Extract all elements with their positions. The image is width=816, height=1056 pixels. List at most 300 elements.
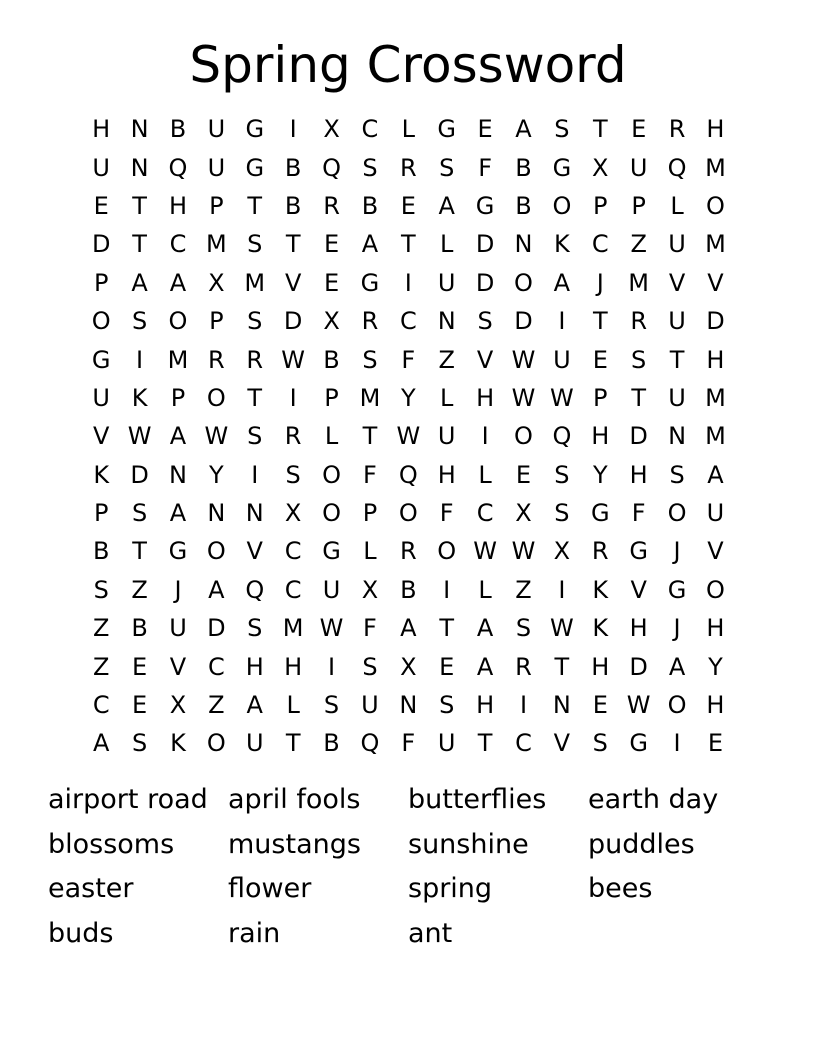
- grid-cell: H: [284, 652, 303, 681]
- letter-grid: [82, 110, 735, 763]
- grid-cell: R: [399, 537, 417, 566]
- grid-cell: S: [323, 691, 340, 720]
- grid-cell: T: [285, 230, 301, 259]
- grid-cell: M: [705, 383, 726, 412]
- grid-cell: Z: [208, 691, 225, 720]
- grid-cell: W: [626, 691, 651, 720]
- grid-cell: X: [284, 499, 302, 528]
- grid-cell: V: [284, 268, 302, 297]
- grid-cell: S: [247, 422, 263, 451]
- page-title: Spring Crossword: [189, 36, 627, 94]
- grid-cell: A: [476, 614, 494, 643]
- grid-cell: D: [207, 614, 226, 643]
- word-list: [48, 778, 768, 956]
- grid-cell: T: [362, 422, 378, 451]
- grid-cell: H: [706, 115, 725, 144]
- grid-cell: E: [707, 729, 724, 758]
- word-list-item: bees: [588, 873, 653, 904]
- grid-cell: B: [323, 345, 340, 374]
- grid-cell: V: [246, 537, 263, 566]
- grid-cell: U: [322, 575, 341, 604]
- grid-cell: Y: [209, 460, 224, 489]
- grid-cell: R: [284, 422, 302, 451]
- word-list-item: mustangs: [228, 828, 361, 860]
- grid-cell: H: [476, 383, 495, 412]
- grid-cell: D: [629, 652, 648, 681]
- grid-cell: F: [401, 345, 416, 374]
- grid-cell: U: [437, 422, 456, 451]
- grid-cell: S: [362, 345, 378, 374]
- grid-cell: P: [593, 383, 608, 412]
- grid-cell: O: [206, 383, 226, 412]
- grid-cell: E: [477, 115, 493, 144]
- grid-cell: B: [515, 153, 532, 182]
- grid-cell: L: [286, 691, 300, 720]
- grid-cell: N: [130, 153, 149, 182]
- grid-cell: E: [323, 230, 340, 259]
- grid-cell: R: [361, 307, 379, 336]
- grid-cell: W: [473, 537, 497, 566]
- grid-cell: A: [476, 652, 494, 681]
- grid-cell: G: [629, 729, 648, 758]
- grid-cell: E: [592, 345, 608, 374]
- grid-cell: B: [323, 729, 340, 758]
- grid-cell: U: [245, 729, 264, 758]
- grid-cell: S: [515, 614, 532, 643]
- grid-cell: K: [131, 383, 148, 412]
- grid-cell: T: [247, 191, 263, 220]
- grid-cell: K: [592, 575, 609, 604]
- grid-cell: D: [706, 307, 725, 336]
- grid-cell: A: [707, 460, 724, 489]
- grid-cell: Q: [168, 153, 188, 182]
- grid-cell: Z: [131, 575, 148, 604]
- grid-cell: F: [401, 729, 416, 758]
- grid-cell: L: [324, 422, 339, 451]
- grid-cell: P: [362, 499, 378, 528]
- grid-cell: S: [131, 499, 148, 528]
- grid-cell: S: [554, 460, 570, 489]
- word-list-item: april fools: [228, 784, 361, 815]
- grid-cell: E: [323, 268, 340, 297]
- grid-cell: P: [170, 383, 186, 412]
- grid-cell: T: [132, 191, 147, 220]
- word-list-item: rain: [228, 917, 281, 949]
- grid-cell: F: [363, 614, 377, 643]
- grid-cell: V: [169, 652, 187, 681]
- grid-cell: Z: [92, 614, 110, 643]
- grid-cell: D: [283, 307, 303, 336]
- grid-cell: T: [631, 383, 646, 412]
- grid-cell: Q: [245, 575, 265, 604]
- word-list-item: butterflies: [408, 784, 547, 815]
- grid-cell: Y: [400, 383, 416, 412]
- grid-cell: U: [169, 614, 187, 643]
- grid-cell: G: [322, 537, 341, 566]
- grid-cell: X: [208, 268, 225, 297]
- grid-cell: C: [591, 230, 609, 259]
- grid-cell: H: [706, 345, 725, 374]
- grid-cell: X: [323, 115, 340, 144]
- grid-cell: R: [323, 191, 340, 220]
- grid-cell: I: [481, 422, 489, 451]
- grid-cell: F: [439, 499, 454, 528]
- word-list-item: spring: [408, 873, 493, 904]
- grid-cell: C: [92, 691, 110, 720]
- grid-cell: B: [361, 191, 379, 220]
- grid-cell: R: [668, 115, 686, 144]
- grid-cell: N: [399, 691, 418, 720]
- grid-cell: B: [284, 153, 302, 182]
- grid-cell: O: [706, 191, 725, 220]
- grid-cell: H: [629, 614, 648, 643]
- grid-cell: G: [629, 537, 648, 566]
- grid-cell: O: [398, 499, 418, 528]
- grid-cell: Z: [630, 230, 647, 259]
- grid-cell: U: [92, 153, 110, 182]
- grid-cell: N: [437, 307, 456, 336]
- grid-cell: L: [440, 230, 454, 259]
- grid-cell: I: [404, 268, 412, 297]
- grid-cell: I: [289, 115, 297, 144]
- grid-cell: U: [437, 729, 456, 758]
- grid-cell: X: [400, 652, 417, 681]
- grid-cell: Z: [92, 652, 110, 681]
- grid-cell: A: [668, 652, 686, 681]
- grid-cell: O: [91, 307, 111, 336]
- grid-cell: C: [361, 115, 379, 144]
- grid-cell: J: [596, 268, 604, 297]
- grid-cell: R: [591, 537, 609, 566]
- grid-cell: O: [206, 729, 226, 758]
- grid-cell: Q: [552, 422, 572, 451]
- grid-cell: N: [552, 691, 571, 720]
- grid-cell: H: [591, 652, 610, 681]
- grid-cell: M: [244, 268, 266, 297]
- grid-cell: H: [92, 115, 111, 144]
- grid-cell: G: [168, 537, 188, 566]
- grid-cell: B: [400, 575, 417, 604]
- grid-cell: L: [478, 575, 492, 604]
- grid-cell: H: [476, 691, 495, 720]
- grid-cell: O: [437, 537, 457, 566]
- grid-cell: C: [284, 537, 302, 566]
- grid-cell: N: [130, 115, 149, 144]
- grid-cell: G: [475, 191, 495, 220]
- grid-cell: Z: [438, 345, 455, 374]
- grid-cell: N: [668, 422, 687, 451]
- grid-cell: W: [204, 422, 229, 451]
- grid-cell: H: [245, 652, 264, 681]
- grid-cell: H: [591, 422, 610, 451]
- grid-cell: U: [706, 499, 725, 528]
- grid-cell: Y: [708, 652, 723, 681]
- word-list-item: airport road: [48, 784, 208, 815]
- grid-cell: U: [92, 383, 110, 412]
- grid-cell: D: [91, 230, 111, 259]
- grid-cell: S: [362, 652, 378, 681]
- grid-cell: V: [707, 268, 724, 297]
- grid-cell: A: [361, 230, 379, 259]
- grid-cell: E: [631, 115, 647, 144]
- grid-cell: C: [207, 652, 225, 681]
- grid-cell: T: [247, 383, 263, 412]
- grid-cell: T: [592, 307, 608, 336]
- grid-cell: O: [706, 575, 725, 604]
- grid-cell: K: [592, 614, 609, 643]
- grid-cell: O: [168, 307, 188, 336]
- grid-cell: O: [667, 499, 687, 528]
- grid-cell: J: [673, 614, 681, 643]
- grid-cell: I: [251, 460, 259, 489]
- grid-cell: A: [208, 575, 225, 604]
- grid-cell: V: [92, 422, 110, 451]
- grid-cell: S: [362, 153, 378, 182]
- grid-cell: L: [401, 115, 415, 144]
- grid-cell: H: [706, 614, 725, 643]
- grid-cell: V: [476, 345, 494, 374]
- grid-cell: N: [514, 230, 533, 259]
- grid-cell: G: [245, 153, 265, 182]
- grid-cell: C: [399, 307, 417, 336]
- grid-cell: W: [319, 614, 344, 643]
- grid-cell: I: [289, 383, 297, 412]
- grid-cell: L: [363, 537, 377, 566]
- grid-cell: X: [169, 691, 187, 720]
- grid-cell: U: [668, 230, 686, 259]
- grid-cell: X: [323, 307, 340, 336]
- grid-cell: P: [93, 268, 109, 297]
- grid-cell: P: [593, 191, 608, 220]
- grid-cell: C: [476, 499, 494, 528]
- grid-cell: L: [478, 460, 492, 489]
- grid-cell: U: [668, 307, 686, 336]
- grid-cell: T: [132, 230, 147, 259]
- grid-cell: X: [592, 153, 609, 182]
- grid-cell: O: [206, 537, 226, 566]
- grid-cell: G: [437, 115, 457, 144]
- grid-cell: T: [592, 115, 608, 144]
- grid-cell: M: [705, 422, 726, 451]
- grid-cell: B: [169, 115, 187, 144]
- grid-cell: H: [168, 191, 187, 220]
- grid-cell: M: [628, 268, 650, 297]
- grid-cell: Q: [667, 153, 687, 182]
- grid-cell: Q: [360, 729, 380, 758]
- grid-cell: H: [706, 691, 725, 720]
- grid-cell: V: [668, 268, 686, 297]
- grid-cell: M: [167, 345, 189, 374]
- grid-cell: P: [209, 307, 224, 336]
- grid-cell: W: [511, 383, 536, 412]
- grid-cell: D: [475, 230, 495, 259]
- word-list-item: puddles: [588, 828, 695, 860]
- grid-cell: U: [207, 115, 226, 144]
- grid-cell: X: [515, 499, 532, 528]
- grid-cell: S: [669, 460, 685, 489]
- grid-cell: T: [554, 652, 570, 681]
- word-list-item: sunshine: [408, 828, 529, 860]
- grid-cell: B: [131, 614, 148, 643]
- grid-cell: N: [245, 499, 264, 528]
- grid-cell: M: [705, 153, 726, 182]
- grid-cell: F: [631, 499, 646, 528]
- grid-cell: E: [93, 191, 109, 220]
- grid-cell: E: [400, 191, 416, 220]
- grid-cell: G: [552, 153, 572, 182]
- grid-cell: A: [246, 691, 263, 720]
- grid-cell: K: [93, 460, 110, 489]
- grid-cell: R: [515, 652, 532, 681]
- grid-cell: Q: [398, 460, 418, 489]
- grid-cell: H: [437, 460, 456, 489]
- grid-cell: C: [515, 729, 532, 758]
- grid-cell: A: [515, 115, 532, 144]
- grid-cell: A: [92, 729, 110, 758]
- grid-cell: T: [400, 230, 416, 259]
- grid-cell: O: [514, 422, 533, 451]
- grid-cell: N: [169, 460, 187, 489]
- grid-cell: R: [208, 345, 225, 374]
- grid-cell: I: [558, 307, 566, 336]
- grid-cell: E: [592, 691, 608, 720]
- grid-cell: T: [669, 345, 685, 374]
- grid-cell: V: [707, 537, 724, 566]
- word-list-item: ant: [408, 917, 453, 949]
- grid-cell: D: [514, 307, 533, 336]
- grid-cell: Z: [515, 575, 532, 604]
- grid-cell: R: [246, 345, 264, 374]
- grid-cell: U: [629, 153, 648, 182]
- grid-cell: I: [519, 691, 528, 720]
- grid-cell: G: [91, 345, 111, 374]
- grid-cell: I: [328, 652, 336, 681]
- grid-cell: Q: [322, 153, 341, 182]
- grid-cell: O: [667, 691, 687, 720]
- grid-cell: E: [439, 652, 455, 681]
- grid-cell: A: [400, 614, 417, 643]
- grid-cell: W: [550, 614, 574, 643]
- grid-cell: O: [552, 191, 572, 220]
- grid-cell: D: [475, 268, 495, 297]
- word-list-item: easter: [48, 873, 134, 904]
- grid-cell: A: [169, 422, 187, 451]
- grid-cell: F: [363, 460, 377, 489]
- grid-cell: V: [553, 729, 571, 758]
- grid-cell: S: [247, 230, 263, 259]
- grid-cell: M: [359, 383, 381, 412]
- grid-cell: S: [131, 307, 148, 336]
- grid-cell: F: [478, 153, 492, 182]
- grid-cell: R: [630, 307, 647, 336]
- word-list-item: flower: [228, 873, 312, 904]
- grid-cell: W: [511, 345, 536, 374]
- grid-cell: Y: [592, 460, 608, 489]
- word-list-item: buds: [48, 917, 114, 949]
- word-list-item: earth day: [588, 784, 719, 815]
- grid-cell: E: [132, 652, 148, 681]
- grid-cell: T: [439, 614, 455, 643]
- grid-cell: A: [169, 268, 187, 297]
- grid-cell: K: [170, 729, 186, 758]
- grid-cell: G: [667, 575, 687, 604]
- grid-cell: E: [515, 460, 532, 489]
- grid-cell: O: [322, 499, 341, 528]
- grid-cell: U: [207, 153, 226, 182]
- grid-cell: P: [631, 191, 646, 220]
- grid-cell: V: [630, 575, 647, 604]
- grid-cell: A: [438, 191, 455, 220]
- grid-cell: B: [284, 191, 302, 220]
- grid-cell: P: [93, 499, 109, 528]
- grid-cell: I: [558, 575, 566, 604]
- grid-cell: J: [174, 575, 182, 604]
- grid-cell: S: [247, 614, 263, 643]
- grid-cell: W: [511, 537, 536, 566]
- grid-cell: W: [550, 383, 574, 412]
- grid-cell: I: [443, 575, 451, 604]
- grid-cell: A: [131, 268, 148, 297]
- grid-cell: S: [554, 115, 570, 144]
- grid-cell: U: [437, 268, 456, 297]
- grid-cell: D: [130, 460, 149, 489]
- grid-cell: L: [440, 383, 454, 412]
- grid-cell: R: [399, 153, 417, 182]
- grid-cell: O: [514, 268, 533, 297]
- grid-cell: S: [554, 499, 570, 528]
- grid-cell: S: [592, 729, 608, 758]
- grid-cell: S: [439, 153, 455, 182]
- grid-cell: S: [439, 691, 455, 720]
- grid-cell: I: [673, 729, 681, 758]
- grid-cell: C: [284, 575, 302, 604]
- grid-cell: T: [132, 537, 147, 566]
- grid-cell: S: [631, 345, 647, 374]
- grid-cell: L: [670, 191, 684, 220]
- grid-cell: M: [705, 230, 726, 259]
- grid-cell: W: [127, 422, 152, 451]
- grid-cell: U: [361, 691, 379, 720]
- grid-cell: P: [209, 191, 224, 220]
- grid-cell: S: [93, 575, 109, 604]
- grid-cell: P: [324, 383, 339, 412]
- grid-cell: E: [132, 691, 148, 720]
- grid-cell: K: [554, 230, 570, 259]
- grid-cell: B: [515, 191, 532, 220]
- grid-cell: X: [361, 575, 379, 604]
- grid-cell: G: [590, 499, 610, 528]
- grid-cell: M: [282, 614, 304, 643]
- grid-cell: W: [396, 422, 421, 451]
- grid-cell: C: [169, 230, 187, 259]
- grid-cell: G: [360, 268, 380, 297]
- grid-cell: X: [553, 537, 571, 566]
- grid-cell: T: [285, 729, 301, 758]
- grid-cell: T: [477, 729, 493, 758]
- grid-cell: S: [477, 307, 493, 336]
- grid-cell: O: [322, 460, 341, 489]
- grid-cell: G: [245, 115, 265, 144]
- word-list-item: blossoms: [48, 828, 175, 860]
- grid-cell: M: [206, 230, 227, 259]
- grid-cell: U: [553, 345, 571, 374]
- grid-cell: N: [207, 499, 226, 528]
- grid-cell: A: [169, 499, 187, 528]
- grid-cell: S: [285, 460, 301, 489]
- grid-cell: D: [629, 422, 648, 451]
- grid-cell: J: [673, 537, 681, 566]
- grid-cell: S: [247, 307, 263, 336]
